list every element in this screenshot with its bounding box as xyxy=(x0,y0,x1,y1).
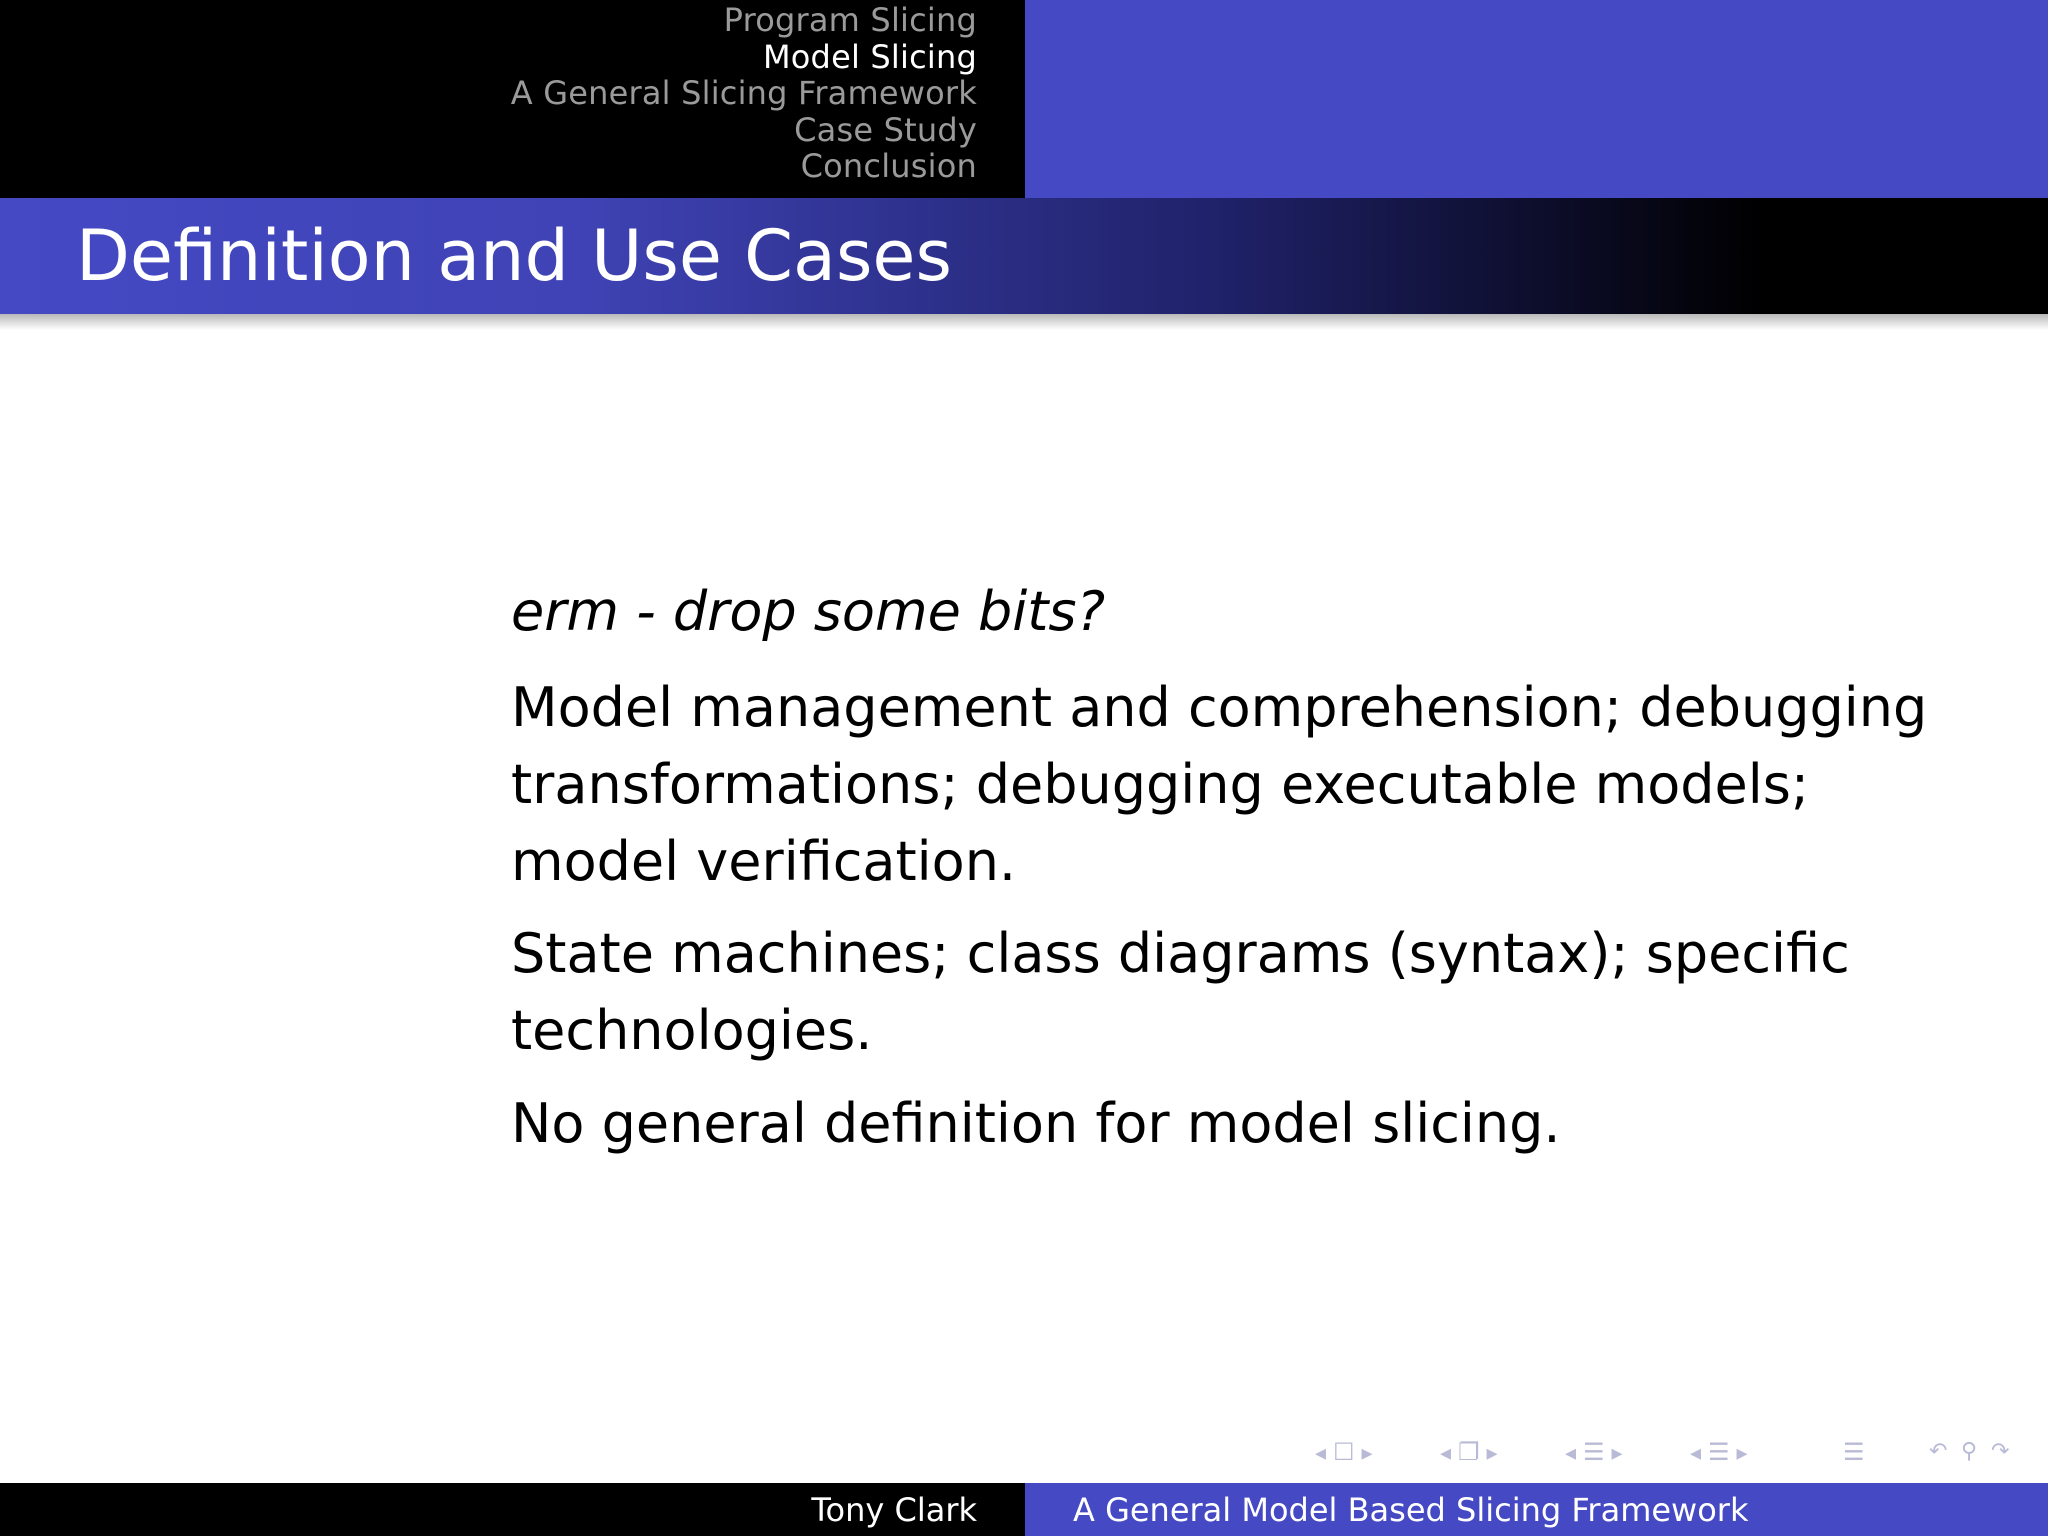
footer-title-panel xyxy=(1025,1483,2048,1536)
list-description: State machines; class diagrams (syntax); specific technologies. xyxy=(511,922,1850,1062)
header-section-panel xyxy=(0,0,1025,198)
list-description: No general definition for model slicing. xyxy=(511,1092,1561,1155)
subsection-list-icon[interactable]: ◂ ☰ ▸ xyxy=(1690,1438,1748,1466)
list-description: erm - drop some bits? xyxy=(511,580,1106,643)
search-icon[interactable]: ⚲ xyxy=(1961,1439,1978,1464)
footer-author: Tony Clark xyxy=(811,1491,977,1529)
footer-title: A General Model Based Slicing Framework xyxy=(1073,1491,1749,1529)
toc-icon[interactable]: ☰ xyxy=(1843,1438,1865,1466)
nav-section-case-study[interactable]: Case Study xyxy=(794,110,977,149)
redo-icon[interactable]: ↷ xyxy=(1991,1439,2010,1464)
undo-icon[interactable]: ↶ xyxy=(1929,1439,1948,1464)
header-subsection-panel xyxy=(1025,0,2048,198)
footer-author-panel xyxy=(0,1483,1025,1536)
nav-section-general-slicing-framework[interactable]: A General Slicing Framework xyxy=(510,74,977,113)
nav-section-program-slicing[interactable]: Program Slicing xyxy=(723,1,977,39)
nav-section-model-slicing[interactable]: Model Slicing xyxy=(762,37,977,76)
frame-title-bar xyxy=(0,198,2048,314)
title-bar-shadow xyxy=(0,314,2048,330)
frame-nav-icon[interactable]: ◂ ☐ ▸ xyxy=(1315,1438,1373,1466)
frame-title: Definition and Use Cases xyxy=(76,215,952,297)
list-description: Model management and comprehension; debugging transformations; debugging executable models; model verification. xyxy=(511,676,1928,893)
section-nav-icon[interactable]: ◂ ☰ ▸ xyxy=(1565,1438,1623,1466)
navigation-symbols xyxy=(1315,1434,2030,1470)
nav-section-conclusion[interactable]: Conclusion xyxy=(800,147,977,186)
subsection-nav-icon[interactable]: ◂ ❐ ▸ xyxy=(1440,1438,1498,1466)
section-navigation xyxy=(511,0,1025,185)
